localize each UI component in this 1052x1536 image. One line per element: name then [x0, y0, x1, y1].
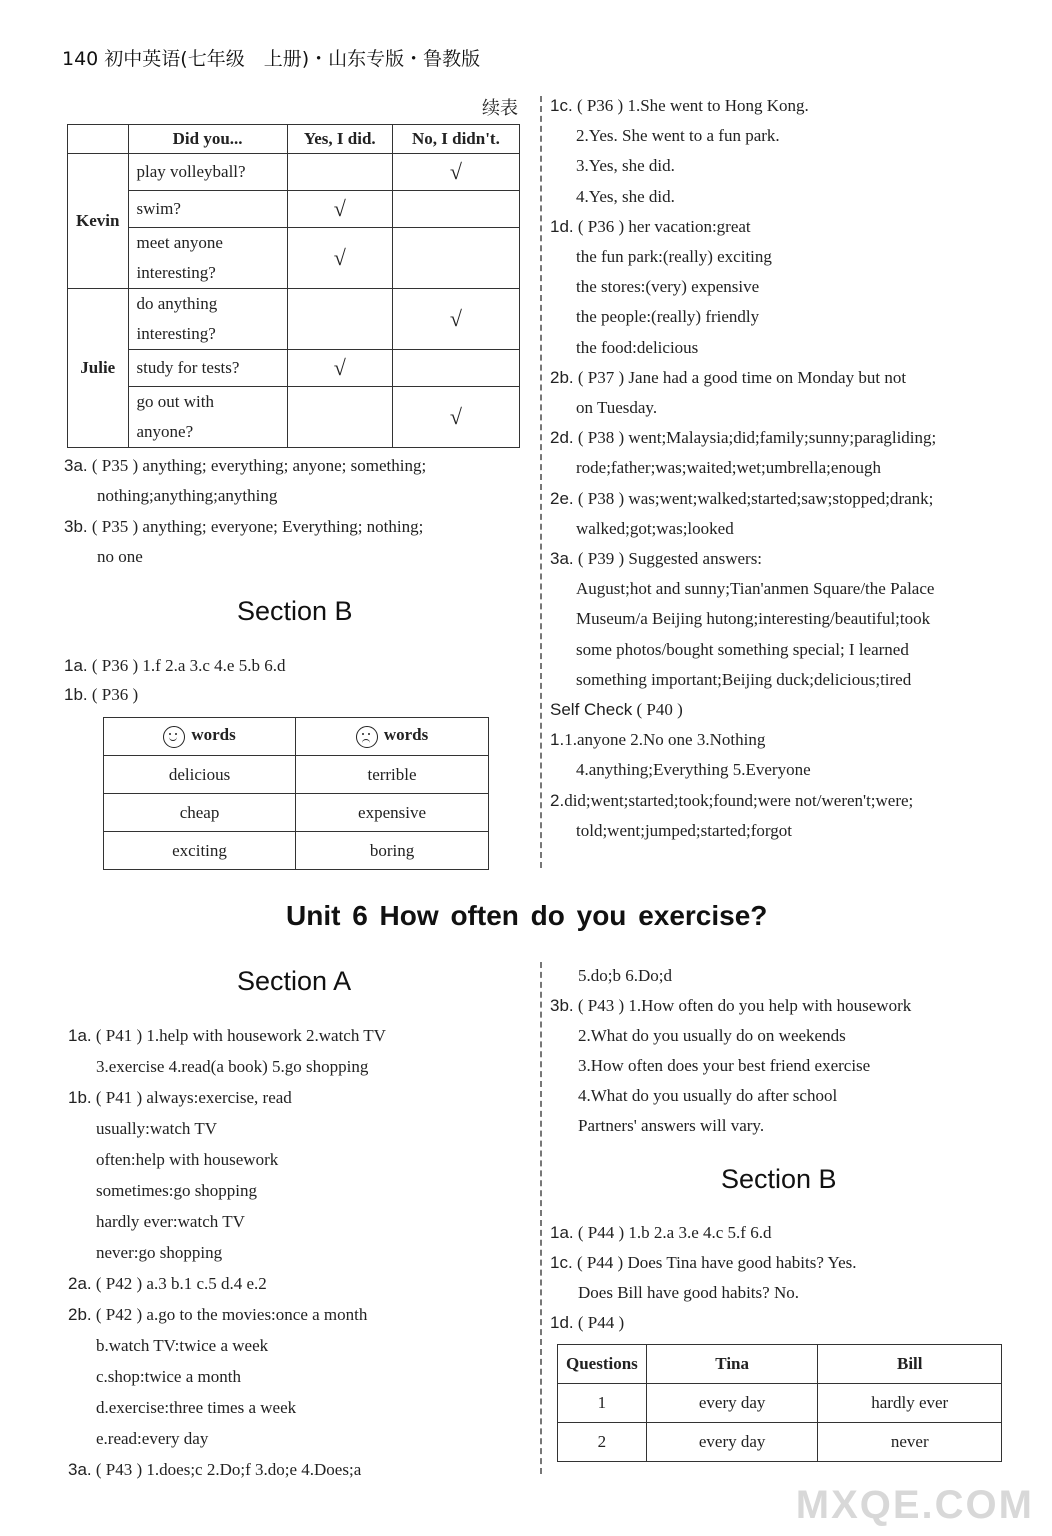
- activity-text: swim?: [136, 199, 181, 218]
- answer-line: [576, 453, 881, 483]
- answer-line: [550, 484, 933, 514]
- answer-line: [550, 725, 765, 755]
- table1-header-3: No, I didn't.: [392, 125, 519, 154]
- answer-label: 2b.: [550, 367, 574, 387]
- answer-text: 1.anyone 2.No one 3.Nothing: [564, 730, 766, 750]
- answer-line: [578, 1051, 870, 1081]
- column-divider-top: [540, 96, 542, 868]
- bill-cell: hardly ever: [818, 1384, 1002, 1423]
- answer-line: [576, 665, 911, 695]
- answer-text: ( P42 ) a.go to the movies:once a month: [91, 1305, 368, 1324]
- unit-title: Unit 6 How often do you exercise?: [286, 900, 768, 931]
- answer-line: [578, 1111, 764, 1141]
- answer-label: 1.: [550, 730, 565, 750]
- words-table: [103, 717, 489, 870]
- answer-text: did;went;started;took;found;were not/weren't;were;: [564, 790, 914, 810]
- answer-text: b.watch TV:twice a week: [96, 1336, 269, 1355]
- answer-text: told;went;jumped;started;forgot: [576, 820, 792, 840]
- student-name: Kevin: [68, 154, 129, 289]
- tina-cell: every day: [646, 1423, 818, 1462]
- answer-line: [576, 393, 657, 423]
- section-a-heading: Section A: [237, 966, 352, 996]
- answer-text: ( P44 ) 1.b 2.a 3.e 4.c 5.f 6.d: [573, 1223, 772, 1242]
- answer-text: the fun park:(really) exciting: [576, 247, 772, 266]
- answer-text: ( P41 ) 1.help with housework 2.watch TV: [91, 1026, 386, 1045]
- answer-line: [550, 423, 936, 453]
- activity-text: go out with: [136, 392, 214, 411]
- answer-line: [576, 182, 675, 212]
- happy-words-header: [104, 718, 296, 756]
- activity-text: anyone?: [136, 422, 194, 441]
- activity-cell: [128, 228, 287, 289]
- answer-label: Self Check: [550, 700, 633, 719]
- answer-text: ( P43 ) 1.How often do you help with housework: [573, 996, 912, 1015]
- answer-text: never:go shopping: [96, 1243, 223, 1262]
- habits-table: [557, 1344, 1002, 1462]
- answer-line: [550, 544, 762, 574]
- activity-text: interesting?: [136, 324, 216, 343]
- table1-row: [68, 350, 520, 387]
- answer-label: 1c.: [550, 1253, 573, 1272]
- activity-text: interesting?: [136, 263, 216, 282]
- answer-text: c.shop:twice a month: [96, 1367, 241, 1386]
- answer-label: 3a.: [68, 1460, 92, 1479]
- answer-label: 1b.: [64, 685, 88, 704]
- continued-label: 续表: [482, 98, 518, 119]
- answer-line: [578, 1081, 837, 1111]
- page-header: 140 初中英语(七年级 上册)・山东专版・鲁教版: [62, 48, 481, 70]
- answer-line: [578, 1278, 799, 1308]
- happy-words-label: words: [191, 725, 236, 745]
- answer-line: [576, 816, 792, 846]
- answer-line: [576, 755, 811, 785]
- answer-line: [576, 514, 734, 544]
- answer-text: hardly ever:watch TV: [96, 1212, 245, 1231]
- answer-text: the stores:(very) expensive: [576, 277, 760, 297]
- answer-label: 1d.: [550, 1313, 574, 1332]
- answer-text: 3.exercise 4.read(a book) 5.go shopping: [96, 1057, 369, 1076]
- yes-cell: [287, 387, 392, 448]
- answer-text: ( P36 ) her vacation:great: [573, 216, 751, 236]
- answer-text: nothing;anything;anything: [97, 486, 278, 506]
- answer-label: 1d.: [550, 216, 574, 236]
- sad-face-icon: [356, 726, 378, 748]
- activity-cell: [128, 350, 287, 387]
- answer-text: ( P43 ) 1.does;c 2.Do;f 3.do;e 4.Does;a: [91, 1460, 362, 1479]
- student-name: Julie: [68, 289, 129, 448]
- activity-text: meet anyone: [136, 233, 223, 252]
- answer-text: ( P36 ) 1.f 2.a 3.c 4.e 5.b 6.d: [87, 656, 286, 675]
- answer-text: ( P42 ) a.3 b.1 c.5 d.4 e.2: [91, 1274, 267, 1293]
- answer-label: 3a.: [550, 549, 574, 568]
- answer-label: 3b.: [64, 516, 88, 536]
- answer-label: 1c.: [550, 96, 573, 115]
- answer-line: [64, 512, 423, 542]
- no-cell: [392, 350, 519, 387]
- answer-text: ( P41 ) always:exercise, read: [91, 1088, 292, 1107]
- answer-line: [550, 363, 906, 393]
- answer-text: 3.How often does your best friend exercise: [578, 1056, 871, 1075]
- answer-text: e.read:every day: [96, 1429, 209, 1448]
- table1-row: [68, 387, 520, 448]
- answer-line: [96, 1392, 296, 1423]
- no-cell: [392, 191, 519, 228]
- question-number: 2: [558, 1423, 647, 1462]
- table1-header-0: [68, 125, 129, 154]
- tina-cell: every day: [646, 1384, 818, 1423]
- answer-line: [550, 1308, 624, 1338]
- activity-text: do anything: [136, 294, 218, 313]
- answer-line: [96, 1175, 257, 1206]
- answer-text: rode;father;was;waited;wet;umbrella;enough: [576, 458, 881, 478]
- answer-line: [550, 991, 911, 1021]
- answer-line: [576, 333, 698, 363]
- section-b2-heading: Section B: [721, 1164, 837, 1194]
- answer-text: Does Bill have good habits? No.: [578, 1283, 799, 1302]
- no-cell: √: [392, 289, 519, 350]
- answer-line: [68, 1020, 386, 1051]
- yes-cell: [287, 289, 392, 350]
- no-cell: √: [392, 387, 519, 448]
- answer-line: [64, 651, 285, 680]
- answer-text: 4.Yes, she did.: [576, 186, 675, 206]
- answer-label: 2.: [550, 790, 565, 810]
- answer-text: ( P36 ): [87, 685, 139, 704]
- answer-text: sometimes:go shopping: [96, 1181, 258, 1200]
- answer-text: walked;got;was;looked: [576, 518, 734, 538]
- answer-label: 1a.: [64, 656, 88, 675]
- table1-header-1: Did you...: [128, 125, 287, 154]
- answer-line: [576, 574, 934, 604]
- answer-line: [576, 302, 759, 332]
- answer-label: 2a.: [68, 1274, 92, 1293]
- yes-cell: √: [287, 228, 392, 289]
- answer-text: ( P38 ) was;went;walked;started;saw;stopped;drank;: [573, 488, 934, 508]
- answer-line: [578, 961, 672, 991]
- answer-line: [96, 1330, 268, 1361]
- activity-text: play volleyball?: [136, 162, 246, 181]
- table1-row: [68, 154, 520, 191]
- activity-text: study for tests?: [136, 358, 240, 377]
- answer-line: [68, 1268, 267, 1299]
- yes-cell: [287, 154, 392, 191]
- yes-cell: √: [287, 350, 392, 387]
- answer-line: [68, 1454, 361, 1485]
- no-cell: [392, 228, 519, 289]
- answer-text: something important;Beijing duck;delicious;tired: [576, 669, 912, 689]
- activity-cell: [128, 154, 287, 191]
- watermark: MXQE.COM: [795, 1483, 1034, 1527]
- answer-line: [64, 451, 426, 481]
- activity-cell: [128, 191, 287, 228]
- answer-line: [576, 272, 759, 302]
- good-word: exciting: [104, 832, 296, 870]
- answer-text: ( P39 ) Suggested answers:: [573, 549, 763, 568]
- bad-word: terrible: [296, 756, 489, 794]
- good-word: cheap: [104, 794, 296, 832]
- answer-text: ( P44 ) Does Tina have good habits? Yes.: [572, 1253, 857, 1272]
- table3-row: [558, 1384, 1002, 1423]
- bad-word: boring: [296, 832, 489, 870]
- answer-text: ( P38 ) went;Malaysia;did;family;sunny;paragliding;: [573, 428, 937, 448]
- table2-row: [104, 756, 489, 794]
- answer-text: ( P35 ) anything; everything; anyone; something;: [87, 456, 427, 475]
- answer-line: [550, 695, 683, 725]
- table3-row: [558, 1423, 1002, 1462]
- answer-line: [576, 151, 675, 181]
- answer-label: 2b.: [68, 1305, 92, 1324]
- answer-text: the food:delicious: [576, 337, 699, 357]
- answer-label: 2e.: [550, 488, 574, 508]
- table1-header-2: Yes, I did.: [287, 125, 392, 154]
- answer-line: [550, 91, 809, 121]
- answer-label: 3a.: [64, 456, 88, 475]
- answer-line: [578, 1021, 846, 1051]
- answer-line: [97, 542, 143, 572]
- sad-words-label: words: [383, 725, 429, 745]
- question-number: 1: [558, 1384, 647, 1423]
- answer-text: Museum/a Beijing hutong;interesting/beautiful;took: [576, 609, 931, 629]
- answer-text: August;hot and sunny;Tian'anmen Square/the Palace: [576, 579, 935, 599]
- bad-word: expensive: [296, 794, 489, 832]
- answer-text: 5.do;b 6.Do;d: [578, 966, 672, 985]
- answer-line: [550, 1218, 771, 1248]
- good-word: delicious: [104, 756, 296, 794]
- answer-text: the people:(really) friendly: [576, 307, 760, 327]
- answer-text: no one: [97, 546, 143, 566]
- table3-header-0: Questions: [558, 1345, 647, 1384]
- table1-row: [68, 228, 520, 289]
- answer-text: ( P44 ): [573, 1313, 625, 1332]
- answer-text: 3.Yes, she did.: [576, 156, 675, 176]
- answer-line: [550, 1248, 857, 1278]
- smile-face-icon: [163, 726, 185, 748]
- answer-line: [96, 1423, 208, 1454]
- answer-text: ( P36 ) 1.She went to Hong Kong.: [572, 96, 809, 115]
- answer-text: usually:watch TV: [96, 1119, 218, 1138]
- answer-text: ( P37 ) Jane had a good time on Monday but not: [573, 367, 907, 387]
- table2-row: [104, 832, 489, 870]
- table3-header-1: Tina: [646, 1345, 818, 1384]
- answer-text: Partners' answers will vary.: [578, 1116, 765, 1135]
- yes-cell: √: [287, 191, 392, 228]
- answer-text: on Tuesday.: [576, 398, 658, 417]
- answer-line: [550, 786, 913, 816]
- bill-cell: never: [818, 1423, 1002, 1462]
- answer-text: some photos/bought something special; I learned: [576, 639, 909, 659]
- column-divider-bottom: [540, 962, 542, 1474]
- answer-line: [576, 242, 772, 272]
- answer-line: [550, 212, 751, 242]
- table1-row: [68, 191, 520, 228]
- answer-text: d.exercise:three times a week: [96, 1398, 297, 1417]
- activity-cell: [128, 387, 287, 448]
- answer-line: [96, 1361, 241, 1392]
- answer-line: [68, 1299, 367, 1330]
- answer-line: [576, 121, 780, 151]
- answer-line: [576, 604, 930, 634]
- answer-text: ( P40 ): [632, 700, 683, 719]
- answer-line: [68, 1082, 292, 1113]
- answer-text: ( P35 ) anything; everyone; Everything; nothing;: [87, 516, 424, 536]
- activity-cell: [128, 289, 287, 350]
- table2-row: [104, 794, 489, 832]
- answer-text: 2.What do you usually do on weekends: [578, 1026, 846, 1045]
- answer-text: 4.What do you usually do after school: [578, 1086, 838, 1105]
- answer-line: [96, 1237, 222, 1268]
- section-b-heading: Section B: [237, 596, 353, 626]
- activity-table: [67, 124, 520, 448]
- answer-text: 2.Yes. She went to a fun park.: [576, 126, 780, 146]
- answer-label: 1a.: [68, 1026, 92, 1045]
- answer-line: [97, 481, 277, 511]
- answer-label: 3b.: [550, 996, 574, 1015]
- answer-label: 1a.: [550, 1223, 574, 1242]
- answer-line: [96, 1144, 278, 1175]
- table3-body: [558, 1384, 1002, 1462]
- no-cell: √: [392, 154, 519, 191]
- table2-body: [104, 756, 489, 870]
- table3-header-2: Bill: [818, 1345, 1002, 1384]
- sad-words-header: [296, 718, 489, 756]
- answer-line: [96, 1051, 368, 1082]
- answer-text: often:help with housework: [96, 1150, 279, 1169]
- table1-body: [68, 154, 520, 448]
- table1-row: [68, 289, 520, 350]
- answer-line: [96, 1206, 245, 1237]
- answer-line: [96, 1113, 217, 1144]
- answer-label: 2d.: [550, 428, 574, 448]
- answer-line: [64, 680, 138, 709]
- answer-text: 4.anything;Everything 5.Everyone: [576, 760, 811, 780]
- answer-line: [576, 635, 909, 665]
- answer-label: 1b.: [68, 1088, 92, 1107]
